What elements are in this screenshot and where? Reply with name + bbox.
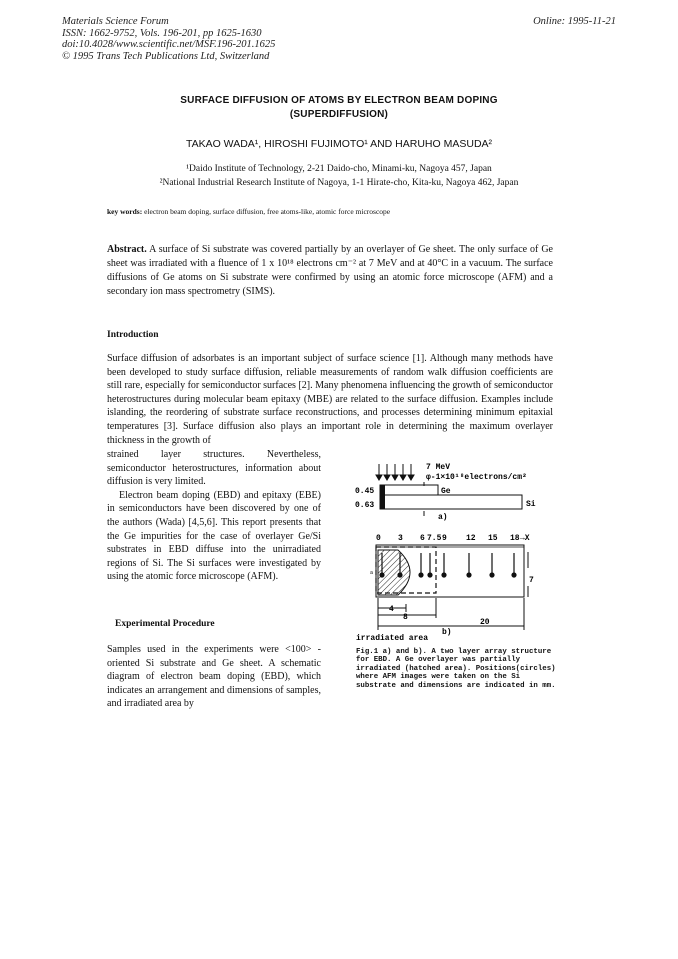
electron-beam-arrows: [376, 464, 414, 480]
position-0: 0: [376, 534, 381, 543]
keywords: [107, 207, 390, 216]
panel-a-label: a): [438, 513, 448, 522]
irradiated-edge: [380, 485, 385, 509]
position-9: 9: [442, 534, 447, 543]
keywords-label: key words:: [107, 207, 143, 216]
si-substrate: [380, 495, 522, 509]
energy-label: 7 MeV: [426, 463, 451, 472]
side-mark: a: [370, 570, 374, 576]
introduction-paragraph: Surface diffusion of adsorbates is an important subject of surface science [1]. Although many methods have been developed to study surface diffusion, reliable measurements of random walk diffusion coefficients are still rare, especially for semiconductor surfaces [2]. Many phenomena influencing the growth of semiconductor heterostructures during molecular beam epitaxy (MBE) are related to the surface diffusion. Examples include islanding, the reordering of substrate surface reconstructions, and processes determining minimum epitaxial temperatures [3]. Surface diffusion also plays an important role in determining the maximum overlayer thickness in the growth of: [107, 353, 553, 446]
introduction-column-text: [107, 448, 321, 584]
online-date: Online: 1995-11-21: [533, 16, 616, 27]
position-18: 18: [510, 534, 520, 543]
abstract: [107, 243, 553, 299]
figure-caption: Fig.1 a) and b). A two layer array structure for EBD. A Ge overlayer was partially irradiated (hatched area). Positions(circles) where AFM images were taken on the Si substrate and dimensions are indicated in mm.: [356, 648, 556, 690]
introduction-heading: Introduction: [107, 330, 159, 340]
dim-7-label: 7: [529, 576, 534, 585]
position-3: 3: [398, 534, 403, 543]
title-line-2: (SUPERDIFFUSION): [289, 109, 389, 120]
dimension-lines: [378, 598, 524, 630]
position-x-marker: →X: [520, 534, 530, 543]
journal-name: Materials Science Forum: [62, 16, 169, 27]
affiliation-1: ¹Daido Institute of Technology, 2-21 Daido-cho, Minami-ku, Nagoya 457, Japan: [186, 164, 492, 174]
panel-b-label: b): [442, 628, 452, 637]
experimental-heading: Experimental Procedure: [115, 619, 215, 629]
irradiated-hatched-area: [378, 550, 410, 595]
fluence-label: φ-1×10¹⁸electrons/cm²: [426, 473, 527, 482]
intro-col-paragraph-1: strained layer structures. Nevertheless, semiconductor heterostructures, information about diffusion is very limited.: [107, 449, 321, 488]
ge-label: Ge: [441, 487, 451, 496]
position-15: 15: [488, 534, 498, 543]
issn-line: ISSN: 1662-9752, Vols. 196-201, pp 1625-1630: [62, 27, 262, 39]
dim-4-label: 4: [389, 605, 394, 614]
abstract-text: A surface of Si substrate was covered partially by an overlayer of Ge sheet. The only surface of Ge sheet was irradiated with a fluence of 1 x 10¹⁸ electrons cm⁻² at 7 MeV and at 40°C in a vacuum. The surface diffusions of Ge atoms on Si substrate were confirmed by using an atomic force microscope (AFM) and a secondary ion mass spectrometry (SIMS).: [107, 244, 553, 297]
thickness-063: 0.63: [355, 501, 375, 510]
position-labels: [376, 534, 530, 543]
paper-title: [100, 94, 578, 122]
keywords-text: electron beam doping, surface diffusion, free atoms-like, atomic force microscope: [144, 207, 391, 216]
dim-8-label: 8: [403, 613, 408, 622]
afm-position-markers: [380, 553, 516, 577]
figure-1: [346, 458, 556, 646]
author-list: TAKAO WADA¹, HIROSHI FUJIMOTO¹ AND HARUHO MASUDA²: [185, 138, 493, 150]
intro-col-paragraph-2: Electron beam doping (EBD) and epitaxy (EBE) in semiconductors have been discovered by one of the authors (Wada) [4,5,6]. This report presents that the Ge impurities for the case of overlayer Ge/Si substrates in EBD diffuse into the unirradiated regions of Si. The Si surfaces were investigated by using the atomic force microscope (AFM).: [107, 489, 321, 583]
abstract-label: Abstract.: [107, 244, 147, 255]
ge-layer: [380, 485, 438, 495]
thickness-045: 0.45: [355, 487, 375, 496]
position-12: 12: [466, 534, 476, 543]
affiliation-2: ²National Industrial Research Institute of Nagoya, 1-1 Hirate-cho, Kita-ku, Nagoya 462, Japan: [159, 178, 519, 188]
position-7-5: 7.5: [427, 534, 442, 543]
copyright-line: © 1995 Trans Tech Publications Ltd, Switzerland: [62, 50, 270, 62]
si-label: Si: [526, 500, 536, 509]
journal-header: [62, 16, 275, 62]
experimental-paragraph: Samples used in the experiments were <100> -oriented Si substrate and Ge sheet. A schematic diagram of electron beam doping (EBD), which indicates an arrangement and dimensions of samples, and irradiated area by: [107, 644, 321, 710]
title-line-1: SURFACE DIFFUSION OF ATOMS BY ELECTRON BEAM DOPING: [180, 95, 498, 106]
irradiated-area-label: irradiated area: [356, 634, 429, 643]
position-6: 6: [420, 534, 425, 543]
doi-line[interactable]: doi:10.4028/www.scientific.net/MSF.196-201.1625: [62, 39, 276, 50]
dim-20-label: 20: [480, 618, 490, 627]
